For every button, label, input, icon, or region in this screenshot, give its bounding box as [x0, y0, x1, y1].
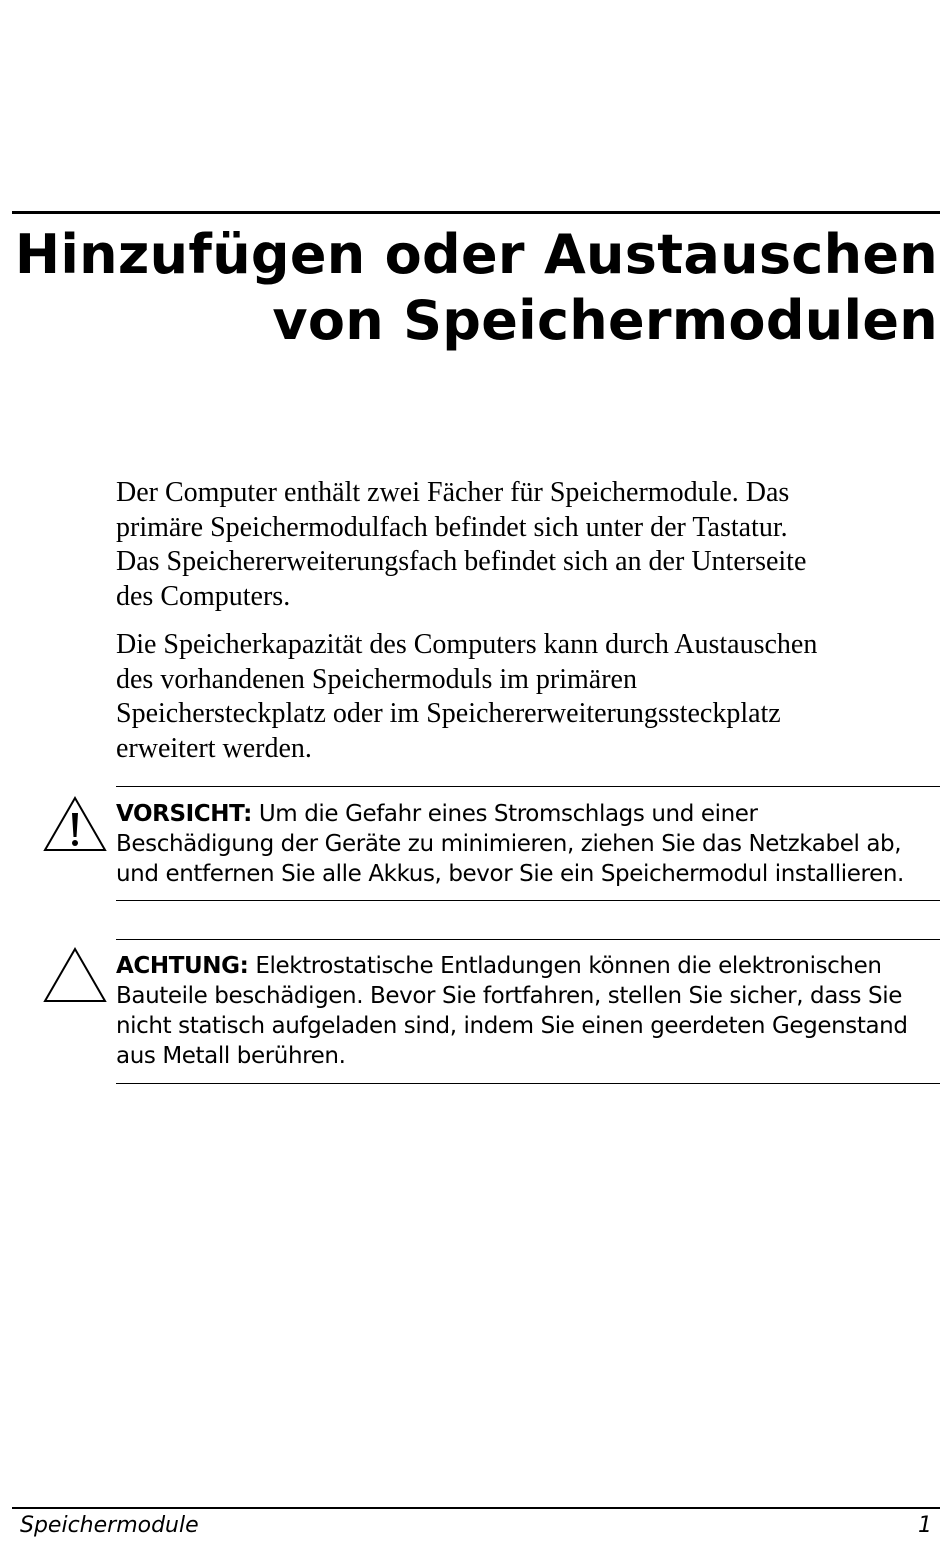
paragraph-line: Das Speichererweiterungsfach befindet sich an der Unterseite [116, 546, 807, 577]
warning-text-line-1: Um die Gefahr eines Stromschlags und einer [251, 801, 758, 827]
page-title [15, 222, 938, 354]
footer-section-title: Speichermodule [20, 1513, 199, 1538]
paragraph-line: Die Speicherkapazität des Computers kann durch Austauschen [116, 629, 818, 660]
caution-text-line-2: Bauteile beschädigen. Bevor Sie fortfahren, stellen Sie sicher, dass Sie [116, 983, 902, 1009]
title-top-rule [12, 211, 940, 214]
warning-exclamation-triangle-icon [42, 795, 108, 853]
caution-top-rule [116, 939, 940, 940]
paragraph-line: Der Computer enthält zwei Fächer für Speichermodule. Das [116, 477, 790, 508]
capacity-paragraph [116, 628, 926, 766]
paragraph-line: Speichersteckplatz oder im Speichererweiterungssteckplatz [116, 698, 781, 729]
warning-text-line-3: und entfernen Sie alle Akkus, bevor Sie ein Speichermodul installieren. [116, 861, 904, 887]
footer-page-number: 1 [918, 1513, 932, 1538]
caution-note [116, 951, 916, 1071]
paragraph-line: primäre Speichermodulfach befindet sich unter der Tastatur. [116, 511, 788, 543]
intro-paragraph [116, 476, 926, 614]
caution-triangle-icon [42, 946, 108, 1004]
warning-note [116, 799, 916, 889]
page-title-line-1: Hinzufügen oder Austauschen [14, 223, 938, 286]
warning-top-rule [116, 786, 940, 787]
warning-text-line-2: Beschädigung der Geräte zu minimieren, ziehen Sie das Netzkabel ab, [116, 831, 902, 857]
page-title-line-2: von Speichermodulen [272, 289, 938, 352]
caution-text-line-4: aus Metall berühren. [116, 1043, 346, 1069]
caution-bottom-rule [116, 1083, 940, 1084]
footer-rule [12, 1507, 940, 1509]
paragraph-line: erweitert werden. [116, 732, 312, 764]
warning-bottom-rule [116, 900, 940, 901]
warning-label: VORSICHT: [116, 801, 252, 827]
paragraph-line: des vorhandenen Speichermoduls im primären [116, 663, 637, 695]
paragraph-line: des Computers. [116, 580, 291, 612]
caution-text-line-3: nicht statisch aufgeladen sind, indem Sie einen geerdeten Gegenstand [116, 1013, 908, 1039]
caution-text-line-1: Elektrostatische Entladungen können die elektronischen [248, 953, 882, 979]
caution-label: ACHTUNG: [116, 953, 249, 979]
